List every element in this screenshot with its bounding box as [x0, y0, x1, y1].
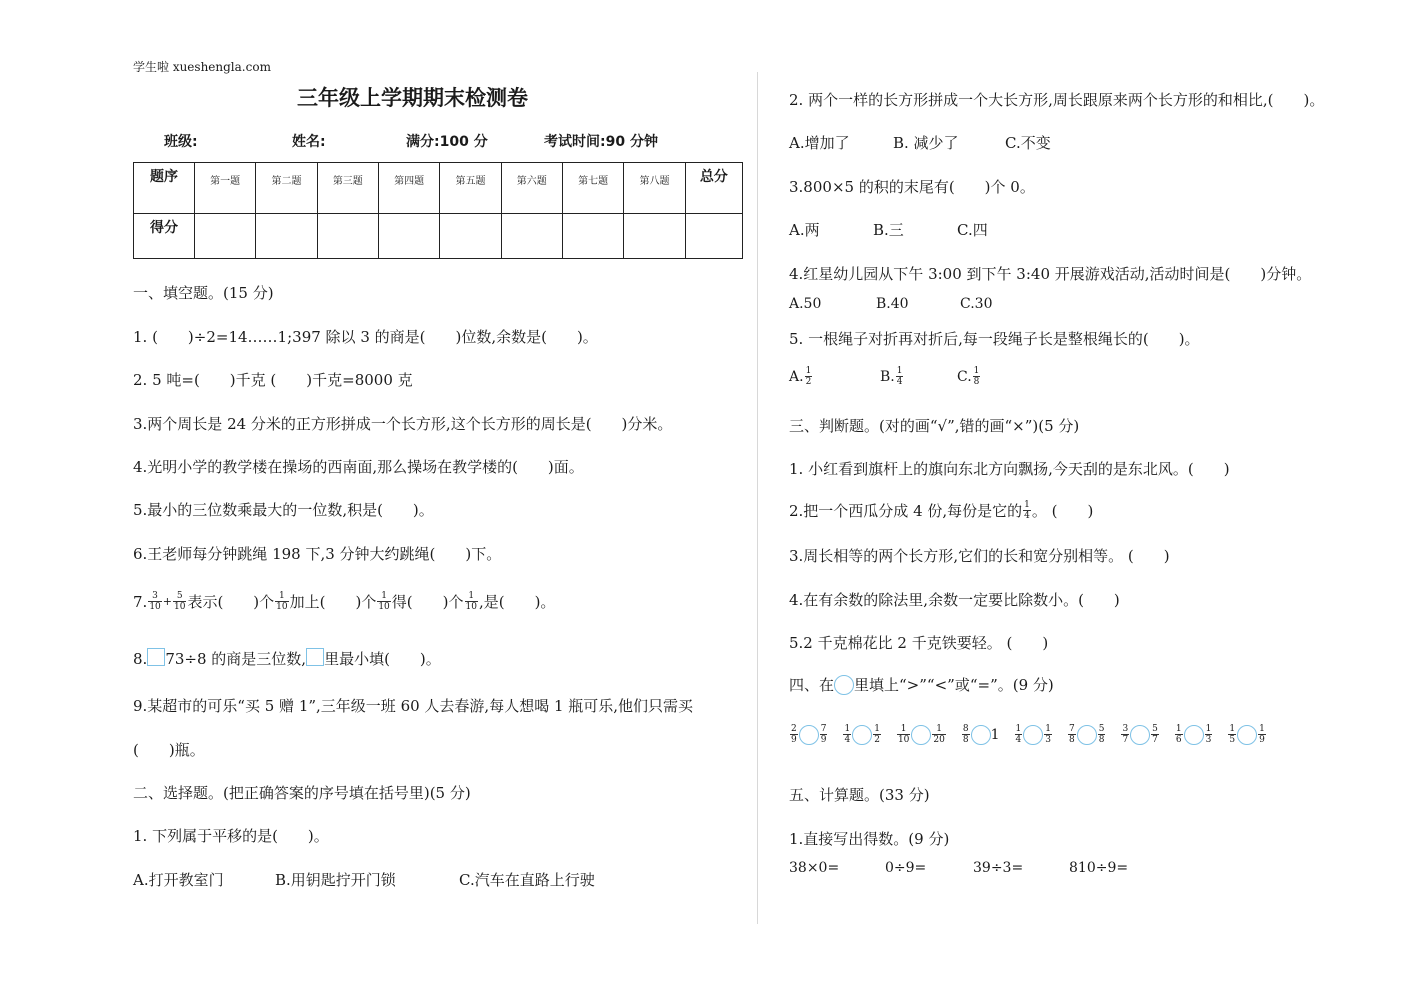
- question-fill-5: 5.最小的三位数乘最大的一位数,积是( )。: [133, 501, 434, 519]
- text-segment: 表示( )个: [187, 593, 275, 611]
- header-cell: 第一题: [195, 163, 256, 214]
- option-letter: C.: [957, 368, 972, 385]
- question-choice-2: 2. 两个一样的长方形拼成一个大长方形,周长跟原来两个长方形的和相比,( )。: [789, 91, 1325, 109]
- question-choice-1: 1. 下列属于平移的是( )。: [133, 827, 329, 845]
- fraction: $\frac{1}{10}$: [897, 724, 910, 745]
- compare-item: [1120, 724, 1159, 745]
- fraction: $\frac{1}{3}$: [1205, 724, 1212, 745]
- question-fill-9: 9.某超市的可乐“买 5 赠 1”,三年级一班 60 人去春游,每人想喝 1 瓶可乐,他们只需买: [133, 697, 694, 715]
- fraction: $\frac{8}{8}$: [962, 724, 969, 745]
- fraction: $\frac{5}{10}$: [173, 591, 186, 612]
- fraction: $\frac{1}{6}$: [1175, 724, 1182, 745]
- compare-item: [1014, 724, 1053, 745]
- header-cell: 第六题: [501, 163, 562, 214]
- compare-circle[interactable]: [1130, 725, 1150, 745]
- question-judge-3: 3.周长相等的两个长方形,它们的长和宽分别相等。 ( ): [789, 547, 1170, 565]
- compare-item: [1227, 724, 1266, 745]
- compare-circle[interactable]: [971, 725, 991, 745]
- full-score-label: 满分:100 分: [406, 134, 488, 150]
- column-divider: [757, 72, 758, 924]
- fraction: $\frac{1}{2}$: [805, 366, 812, 387]
- compare-item: [1174, 724, 1213, 745]
- question-fill-4: 4.光明小学的教学楼在操场的西南面,那么操场在教学楼的( )面。: [133, 458, 584, 476]
- option-c: [957, 366, 981, 387]
- header-cell: 第五题: [440, 163, 501, 214]
- fraction: $\frac{1}{10}$: [378, 591, 390, 612]
- option-c: C.30: [960, 296, 993, 312]
- header-cell: 总分: [685, 163, 742, 214]
- question-judge-5: 5.2 千克棉花比 2 千克铁要轻。 ( ): [789, 634, 1049, 652]
- fraction: $\frac{1}{4}$: [1015, 724, 1022, 745]
- question-choice-3: 3.800×5 的积的末尾有( )个 0。: [789, 178, 1035, 196]
- option-a: [789, 366, 813, 387]
- score-table-header-row: [134, 163, 743, 214]
- fraction: $\frac{3}{7}$: [1122, 724, 1129, 745]
- option-b: B.用钥匙拧开门锁: [275, 871, 396, 889]
- circle-blank: [834, 675, 854, 695]
- option-a: A.两: [789, 221, 820, 239]
- score-table-score-row: [134, 214, 743, 259]
- page-title: 三年级上学期期末检测卷: [297, 85, 528, 110]
- calc-item: 810÷9=: [1069, 860, 1129, 876]
- number: 1: [990, 726, 1000, 743]
- score-row-label: 得分: [134, 214, 195, 259]
- text-segment: 得( )个: [391, 593, 464, 611]
- score-cell[interactable]: [501, 214, 562, 259]
- option-a: A.50: [789, 296, 822, 312]
- option-b: [880, 366, 904, 387]
- option-c: C.不变: [1005, 134, 1051, 152]
- calc-item: 38×0=: [789, 860, 840, 876]
- text-segment: 里最小填( )。: [324, 650, 441, 668]
- text-segment: 里填上“>”“<”或“=”。(9 分): [854, 676, 1054, 694]
- section-compare-heading: [789, 674, 1054, 695]
- compare-circle[interactable]: [1023, 725, 1043, 745]
- fraction: $\frac{3}{10}$: [149, 591, 161, 612]
- score-cell[interactable]: [256, 214, 317, 259]
- compare-item: [1067, 724, 1106, 745]
- fraction: $\frac{5}{7}$: [1152, 724, 1158, 745]
- compare-item: [789, 724, 828, 745]
- fraction: $\frac{1}{4}$: [896, 366, 903, 387]
- question-choice-5: 5. 一根绳子对折再对折后,每一段绳子长是整根绳长的( )。: [789, 330, 1200, 348]
- compare-circle[interactable]: [1184, 725, 1204, 745]
- option-letter: A.: [789, 368, 804, 385]
- question-fill-3: 3.两个周长是 24 分米的正方形拼成一个长方形,这个长方形的周长是( )分米。: [133, 415, 673, 433]
- header-cell: 第四题: [378, 163, 439, 214]
- compare-circle[interactable]: [911, 725, 931, 745]
- text-segment: 2.把一个西瓜分成 4 份,每份是它的: [789, 502, 1023, 520]
- score-cell[interactable]: [195, 214, 256, 259]
- question-judge-1: 1. 小红看到旗杆上的旗向东北方向飘扬,今天刮的是东北风。( ): [789, 460, 1230, 478]
- blank-box[interactable]: [306, 648, 324, 666]
- text-segment: 加上( )个: [289, 593, 377, 611]
- fraction: $\frac{1}{10}$: [465, 591, 477, 612]
- header-cell: 第七题: [562, 163, 623, 214]
- header-cell: 第八题: [624, 163, 685, 214]
- option-c: C.汽车在直路上行驶: [459, 871, 595, 889]
- option-c: C.四: [957, 221, 988, 239]
- class-label: 班级:: [164, 134, 198, 150]
- fraction: $\frac{1}{4}$: [844, 724, 851, 745]
- header-cell: 第三题: [317, 163, 378, 214]
- fraction: $\frac{7}{8}$: [1068, 724, 1075, 745]
- question-fill-2: 2. 5 吨=( )千克 ( )千克=8000 克: [133, 371, 413, 389]
- question-number: 7.: [133, 592, 148, 611]
- section-choice-heading: 二、选择题。(把正确答案的序号填在括号里)(5 分): [133, 784, 471, 802]
- text-segment: 73÷8 的商是三位数,: [165, 650, 307, 668]
- section-calc-heading: 五、计算题。(33 分): [789, 786, 930, 804]
- name-label: 姓名:: [292, 134, 326, 150]
- section-judge-heading: 三、判断题。(对的画“√”,错的画“×”)(5 分): [789, 417, 1080, 435]
- option-a: A.增加了: [789, 134, 850, 152]
- compare-row: [789, 724, 1281, 745]
- question-number: 8.: [133, 650, 148, 668]
- option-letter: B.: [880, 368, 895, 385]
- text-segment: 四、在: [789, 676, 835, 694]
- score-cell[interactable]: [562, 214, 623, 259]
- score-cell[interactable]: [378, 214, 439, 259]
- question-judge-4: 4.在有余数的除法里,余数一定要比除数小。( ): [789, 591, 1120, 609]
- option-a: A.打开教室门: [133, 871, 224, 889]
- fraction: $\frac{5}{8}$: [1098, 724, 1105, 745]
- compare-item: [896, 724, 947, 745]
- question-fill-9-cont: ( )瓶。: [133, 741, 205, 759]
- fraction: $\frac{1}{8}$: [973, 366, 980, 387]
- compare-circle[interactable]: [852, 725, 872, 745]
- score-cell[interactable]: [685, 214, 742, 259]
- fraction: $\frac{1}{3}$: [1045, 724, 1051, 745]
- calc-item: 0÷9=: [885, 860, 927, 876]
- fraction: $\frac{1}{10}$: [276, 591, 288, 612]
- fraction: $\frac{7}{9}$: [820, 724, 827, 745]
- text-segment: ,是( )。: [478, 593, 556, 611]
- score-cell[interactable]: [440, 214, 501, 259]
- score-table: [133, 162, 743, 259]
- question-calc-1: 1.直接写出得数。(9 分): [789, 830, 950, 848]
- question-fill-6: 6.王老师每分钟跳绳 198 下,3 分钟大约跳绳( )下。: [133, 545, 502, 563]
- header-cell: 第二题: [256, 163, 317, 214]
- option-b: B.40: [876, 296, 909, 312]
- compare-circle[interactable]: [1237, 725, 1257, 745]
- exam-time-label: 考试时间:90 分钟: [544, 134, 658, 150]
- score-cell[interactable]: [624, 214, 685, 259]
- compare-item: [961, 724, 1000, 745]
- blank-box[interactable]: [147, 648, 165, 666]
- header-cell: 题序: [134, 163, 195, 214]
- compare-item: [842, 724, 881, 745]
- section-fill-blank-heading: 一、填空题。(15 分): [133, 284, 274, 302]
- text-segment: 。 ( ): [1031, 502, 1094, 520]
- fraction: $\frac{2}{9}$: [791, 724, 797, 745]
- fraction: $\frac{1}{9}$: [1259, 724, 1265, 745]
- question-fill-8: [133, 648, 441, 669]
- watermark: 学生啦 xueshengla.com: [133, 60, 271, 74]
- plus-sign: +: [162, 595, 172, 608]
- score-cell[interactable]: [317, 214, 378, 259]
- question-judge-2: [789, 500, 1093, 521]
- option-b: B. 减少了: [893, 134, 959, 152]
- fraction: $\frac{1}{4}$: [1024, 500, 1030, 521]
- question-fill-7: [133, 591, 555, 612]
- question-choice-4: 4.红星幼儿园从下午 3:00 到下午 3:40 开展游戏活动,活动时间是( )分钟。: [789, 265, 1312, 283]
- fraction: $\frac{1}{20}$: [933, 724, 945, 745]
- fraction: $\frac{1}{2}$: [874, 724, 880, 745]
- option-b: B.三: [873, 221, 904, 239]
- calc-item: 39÷3=: [973, 860, 1024, 876]
- compare-circle[interactable]: [1077, 725, 1097, 745]
- question-fill-1: 1. ( )÷2=14……1;397 除以 3 的商是( )位数,余数是( )。: [133, 328, 598, 346]
- fraction: $\frac{1}{5}$: [1229, 724, 1236, 745]
- compare-circle[interactable]: [799, 725, 819, 745]
